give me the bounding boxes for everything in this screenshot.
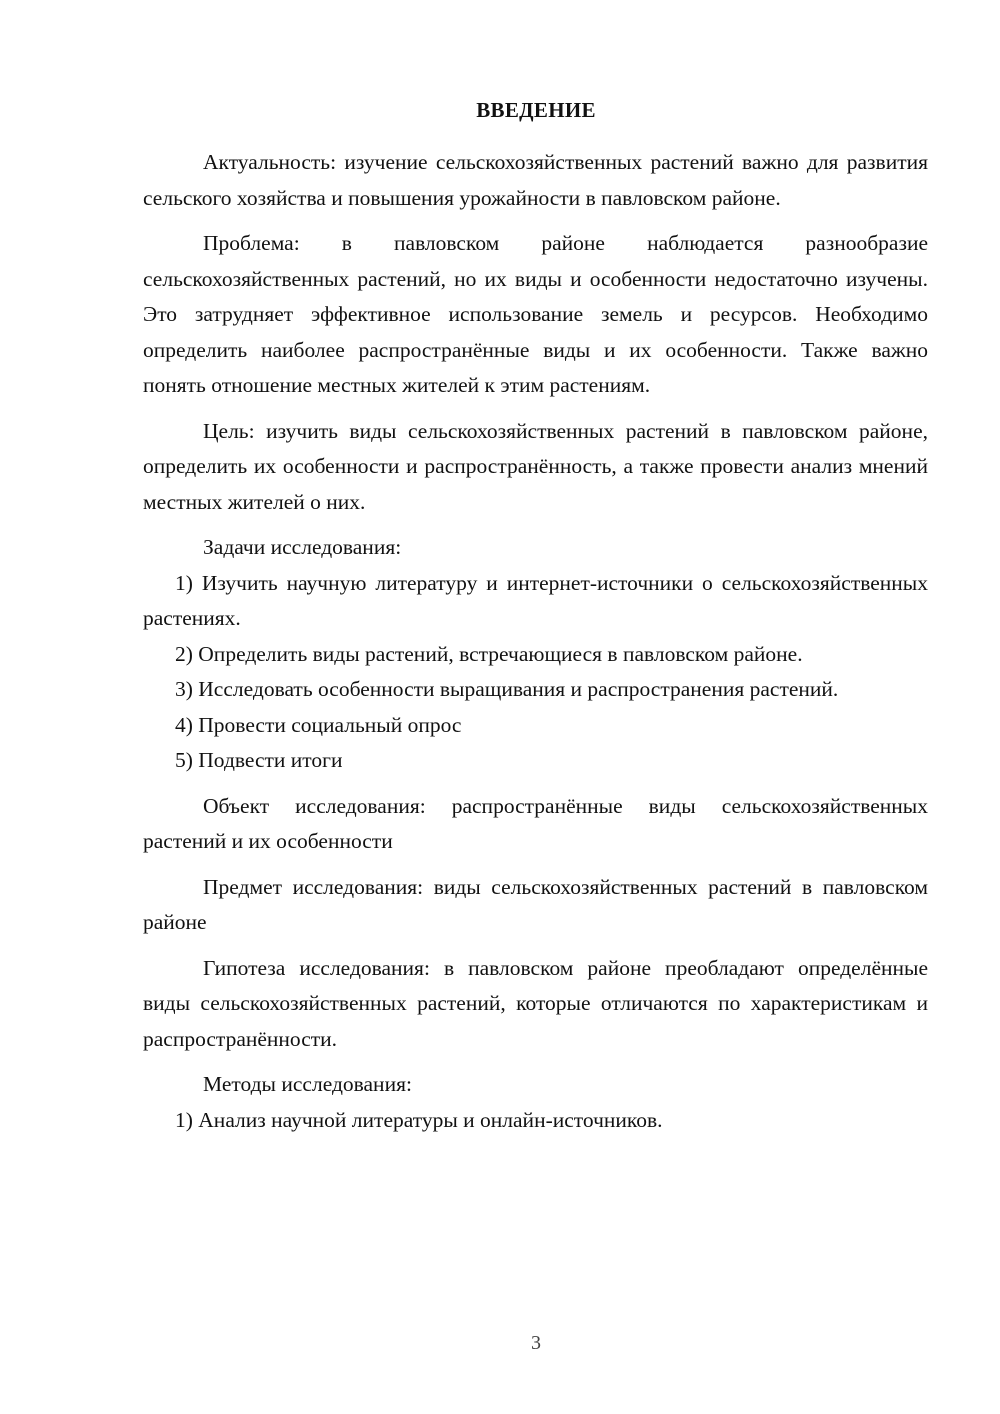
tasks-heading: Задачи исследования: <box>203 535 402 559</box>
relevance-paragraph: Актуальность: изучение сельскохозяйственных растений важно для развития сельского хозяйства и повышения урожайности в павловском районе. <box>143 150 928 210</box>
method-item-1: 1) Анализ научной литературы и онлайн-источников. <box>175 1107 663 1132</box>
page-number: 3 <box>531 1332 541 1354</box>
subject-paragraph: Предмет исследования: виды сельскохозяйственных растений в павловском районе <box>143 874 928 934</box>
task-item-3: 3) Исследовать особенности выращивания и распространения растений. <box>175 677 839 701</box>
task-item-4: 4) Провести социальный опрос <box>175 712 462 737</box>
task-item-1: 1) Изучить научную литературу и интернет-источники о сельскохозяйственных растениях. <box>143 570 928 630</box>
goal-paragraph: Цель: изучить виды сельскохозяйственных растений в павловском районе, определить их особенности и распространённость, а также провести анализ мнений местных жителей о них. <box>143 418 928 514</box>
problem-paragraph: Проблема: в павловском районе наблюдается разнообразие сельскохозяйственных растений, но их виды и особенности недостаточно изучены. Это затрудняет эффективное использование земель и ресурсов. Необходимо определить наиболее распространённые виды и их особенности. Также важно понять отношение местных жителей к этим растениям. <box>143 231 928 397</box>
object-paragraph: Объект исследования: распространённые виды сельскохозяйственных растений и их особенности <box>143 793 928 853</box>
page-title: ВВЕДЕНИЕ <box>476 98 596 122</box>
task-item-2: 2) Определить виды растений, встречающиеся в павловском районе. <box>175 641 803 666</box>
document-body <box>143 145 928 1138</box>
hypothesis-paragraph: Гипотеза исследования: в павловском районе преобладают определённые виды сельскохозяйственных растений, которые отличаются по характеристикам и распространённости. <box>143 955 928 1051</box>
methods-heading: Методы исследования: <box>203 1072 412 1096</box>
task-item-5: 5) Подвести итоги <box>175 748 343 772</box>
